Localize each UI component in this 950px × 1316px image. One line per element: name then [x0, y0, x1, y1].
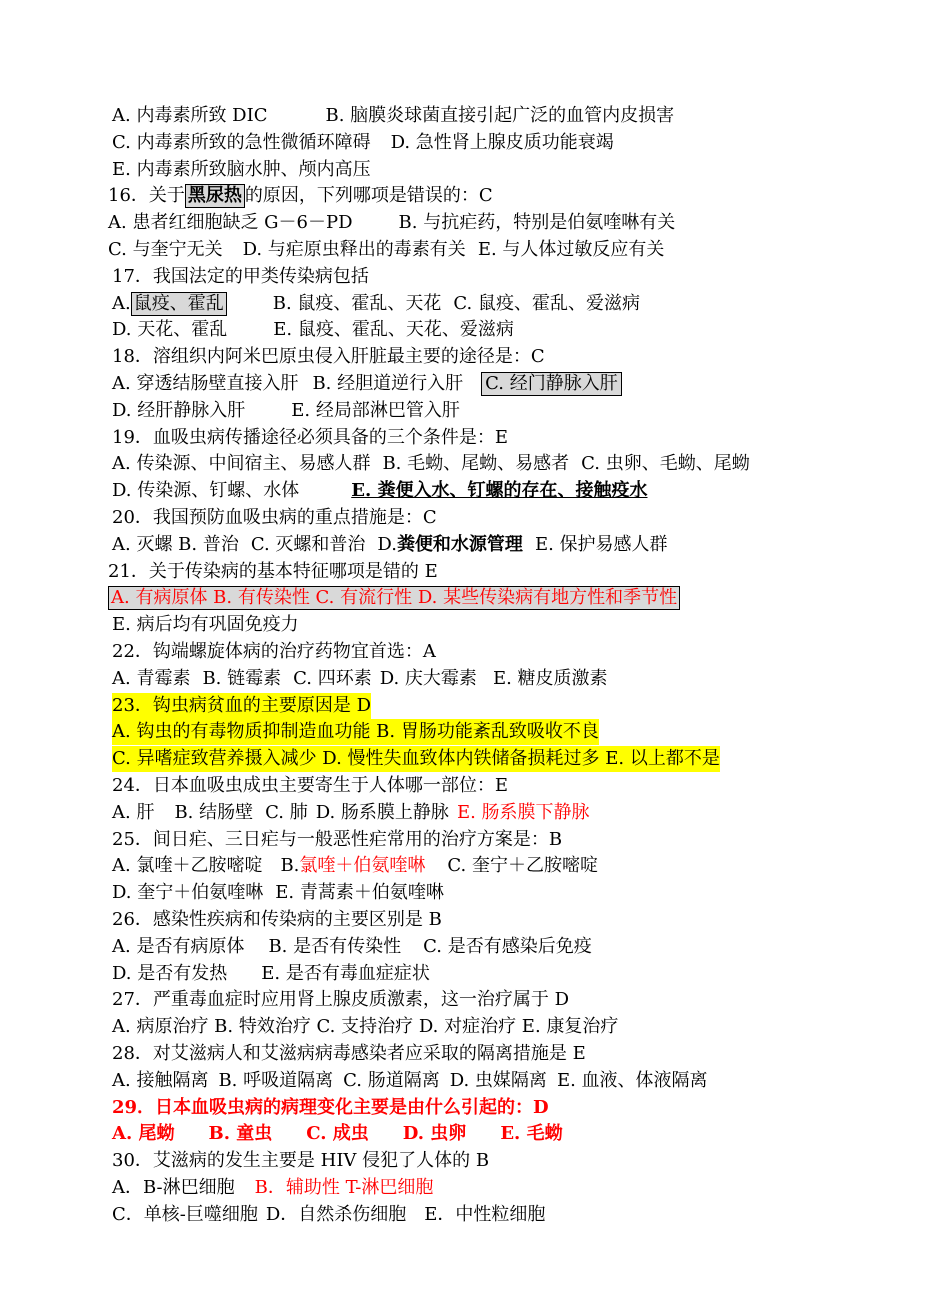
- text-segment: E. 肠系膜下静脉: [456, 802, 590, 823]
- text-line: [108, 210, 675, 236]
- text-segment: 19．血吸虫病传播途径必须具备的三个条件是：E: [112, 427, 509, 448]
- text-line: [112, 1202, 545, 1228]
- text-segment: 28．对艾滋病人和艾滋病病毒感染者应采取的隔离措施是 E: [112, 1043, 586, 1064]
- text-segment: D. 虫卵: [402, 1123, 467, 1144]
- text-segment: C. 经门静脉入肝: [481, 372, 622, 396]
- text-line: [112, 612, 299, 638]
- text-segment: 27．严重毒血症时应用肾上腺皮质激素，这一治疗属于 D: [112, 989, 570, 1010]
- text-segment: B. 鼠疫、霍乱、天花: [272, 293, 442, 314]
- text-segment: 17．我国法定的甲类传染病包括: [112, 266, 369, 287]
- text-segment: A. 氯喹＋乙胺嘧啶: [112, 855, 263, 876]
- text-line: [112, 987, 569, 1013]
- text-line: [112, 451, 750, 477]
- text-line: [112, 1014, 618, 1040]
- text-segment: C．单核-巨噬细胞: [112, 1204, 258, 1225]
- text-line: [108, 183, 493, 209]
- text-segment: 21．关于传染病的基本特征哪项是错的 E: [108, 561, 438, 582]
- text-line: [108, 237, 664, 263]
- text-segment: A．B-淋巴细胞: [112, 1177, 235, 1198]
- text-segment: B. 链霉素: [202, 668, 282, 689]
- text-segment: E. 经局部淋巴管入肝: [291, 400, 460, 421]
- text-segment: E. 保护易感人群: [534, 534, 668, 555]
- text-segment: 氯喹＋伯氨喹啉: [299, 855, 426, 876]
- text-segment: A. 灭螺 B. 普治: [112, 534, 239, 555]
- text-segment: 22．钩端螺旋体病的治疗药物宜首选：A: [112, 641, 436, 662]
- text-segment: C. 虫卵、毛蚴、尾蚴: [581, 453, 750, 474]
- text-segment: D. 庆大霉素: [379, 668, 477, 689]
- text-segment: C. 灭螺和普治: [250, 534, 366, 555]
- text-line: [112, 505, 437, 531]
- text-line: [112, 907, 442, 933]
- text-segment: 粪便和水源管理: [396, 534, 523, 555]
- text-line: [112, 934, 592, 960]
- text-segment: B. 与抗疟药，特别是伯氨喹啉有关: [398, 212, 676, 233]
- text-segment: 18．溶组织内阿米巴原虫侵入肝脏最主要的途径是：C: [112, 346, 545, 367]
- text-line: [112, 773, 508, 799]
- text-segment: 26．感染性疾病和传染病的主要区别是 B: [112, 909, 442, 930]
- text-segment: B. 结肠壁: [174, 802, 254, 823]
- text-line: [112, 103, 674, 129]
- text-segment: B. 呼吸道隔离: [218, 1070, 334, 1091]
- text-segment: D. 急性肾上腺皮质功能衰竭: [390, 132, 614, 153]
- text-segment: 23．钩虫病贫血的主要原因是 D: [112, 693, 371, 719]
- text-line: [112, 1095, 549, 1121]
- text-segment: A. 接触隔离: [112, 1070, 209, 1091]
- text-segment: A.: [112, 293, 131, 314]
- text-segment: A. 穿透结肠壁直接入肝: [112, 373, 299, 394]
- text-segment: A. 钩虫的有毒物质抑制造血功能 B. 胃肠功能紊乱致吸收不良: [112, 719, 599, 745]
- text-segment: 16．关于: [108, 185, 185, 206]
- text-line: [112, 719, 599, 745]
- text-segment: B. 毛蚴、尾蚴、易感者: [382, 453, 570, 474]
- text-segment: A. 是否有病原体: [112, 936, 245, 957]
- text-line: [112, 291, 640, 317]
- text-line: [112, 478, 648, 504]
- text-line: [112, 800, 590, 826]
- text-line: [108, 585, 680, 611]
- text-segment: E. 内毒素所致脑水肿、颅内高压: [112, 159, 371, 180]
- text-segment: A. 患者红细胞缺乏 G－6－PD: [108, 212, 353, 233]
- text-line: [112, 1175, 433, 1201]
- text-segment: 的原因，下列哪项是错误的：C: [244, 185, 493, 206]
- text-segment: A. 病原治疗 B. 特效治疗 C. 支持治疗 D. 对症治疗 E. 康复治疗: [112, 1016, 619, 1037]
- text-segment: C. 异嗜症致营养摄入减少 D. 慢性失血致体内铁储备损耗过多 E. 以上都不是: [112, 746, 720, 772]
- text-segment: D. 虫媒隔离: [449, 1070, 547, 1091]
- text-segment: C. 是否有感染后免疫: [423, 936, 592, 957]
- text-line: [112, 693, 371, 719]
- text-segment: E. 粪便入水、钉螺的存在、接触疫水: [351, 480, 648, 501]
- text-segment: 29．日本血吸虫病的病理变化主要是由什么引起的：D: [112, 1097, 549, 1118]
- text-line: [112, 1041, 586, 1067]
- text-segment: C. 与奎宁无关: [108, 239, 223, 260]
- text-segment: 鼠疫、霍乱: [131, 292, 227, 316]
- text-line: [112, 1148, 489, 1174]
- text-segment: E. 鼠疫、霍乱、天花、爱滋病: [273, 319, 514, 340]
- text-segment: C. 内毒素所致的急性微循环障碍: [112, 132, 371, 153]
- text-segment: D. 天花、霍乱: [112, 319, 228, 340]
- text-segment: D. 经肝静脉入肝: [112, 400, 246, 421]
- text-segment: C. 肺: [265, 802, 308, 823]
- text-line: [112, 666, 608, 692]
- text-segment: 20．我国预防血吸虫病的重点措施是：C: [112, 507, 437, 528]
- text-segment: C. 奎宁＋乙胺嘧啶: [447, 855, 598, 876]
- text-line: [112, 425, 508, 451]
- text-segment: E. 青蒿素＋伯氨喹啉: [275, 882, 444, 903]
- text-segment: C. 鼠疫、霍乱、爱滋病: [453, 293, 640, 314]
- text-line: [112, 344, 545, 370]
- text-line: [112, 746, 720, 772]
- text-segment: E．中性粒细胞: [424, 1204, 546, 1225]
- text-segment: B.: [280, 855, 300, 876]
- text-line: [112, 317, 514, 343]
- text-line: [112, 1121, 563, 1147]
- text-segment: D. 奎宁＋伯氨喹啉: [112, 882, 264, 903]
- text-segment: B. 是否有传染性: [268, 936, 402, 957]
- text-segment: D. 肠系膜上静脉: [315, 802, 449, 823]
- text-segment: A. 尾蚴: [112, 1123, 175, 1144]
- text-line: [112, 639, 436, 665]
- text-segment: C. 肠道隔离: [343, 1070, 440, 1091]
- text-segment: E. 糖皮质激素: [492, 668, 608, 689]
- text-segment: 24．日本血吸虫成虫主要寄生于人体哪一部位：E: [112, 775, 509, 796]
- text-segment: 黑尿热: [185, 184, 245, 208]
- text-segment: B. 脑膜炎球菌直接引起广泛的血管内皮损害: [325, 105, 675, 126]
- text-line: [112, 398, 460, 424]
- text-line: [112, 130, 614, 156]
- text-segment: E. 是否有毒血症症状: [261, 963, 430, 984]
- text-segment: C. 成虫: [306, 1123, 369, 1144]
- text-segment: B．辅助性 T-淋巴细胞: [254, 1177, 434, 1198]
- text-segment: E. 血液、体液隔离: [556, 1070, 708, 1091]
- text-line: [108, 559, 438, 585]
- text-segment: A. 青霉素: [112, 668, 191, 689]
- text-segment: B. 童虫: [208, 1123, 273, 1144]
- text-segment: A. 有病原体 B. 有传染性 C. 有流行性 D. 某些传染病有地方性和季节性: [108, 586, 680, 610]
- text-line: [112, 880, 444, 906]
- text-segment: D．自然杀伤细胞: [265, 1204, 407, 1225]
- text-line: [112, 532, 668, 558]
- text-segment: D. 传染源、钉螺、水体: [112, 480, 300, 501]
- text-line: [112, 371, 622, 397]
- text-segment: C. 四环素: [293, 668, 372, 689]
- text-segment: B. 经胆道逆行入肝: [312, 373, 464, 394]
- text-segment: E. 与人体过敏反应有关: [477, 239, 665, 260]
- text-segment: E. 病后均有巩固免疫力: [112, 614, 299, 635]
- text-segment: D. 与疟原虫释出的毒素有关: [242, 239, 466, 260]
- text-line: [112, 264, 369, 290]
- text-line: [112, 961, 430, 987]
- text-line: [112, 1068, 708, 1094]
- text-segment: 30．艾滋病的发生主要是 HIV 侵犯了人体的 B: [112, 1150, 490, 1171]
- text-segment: A. 肝: [112, 802, 155, 823]
- text-segment: D. 是否有发热: [112, 963, 228, 984]
- text-segment: A. 传染源、中间宿主、易感人群: [112, 453, 371, 474]
- text-line: [112, 853, 598, 879]
- text-segment: D.: [377, 534, 397, 555]
- text-line: [112, 827, 562, 853]
- text-segment: 25．间日疟、三日疟与一般恶性疟常用的治疗方案是：B: [112, 829, 563, 850]
- text-line: [112, 157, 371, 183]
- text-segment: A. 内毒素所致 DIC: [112, 105, 268, 126]
- text-segment: E. 毛蚴: [500, 1123, 563, 1144]
